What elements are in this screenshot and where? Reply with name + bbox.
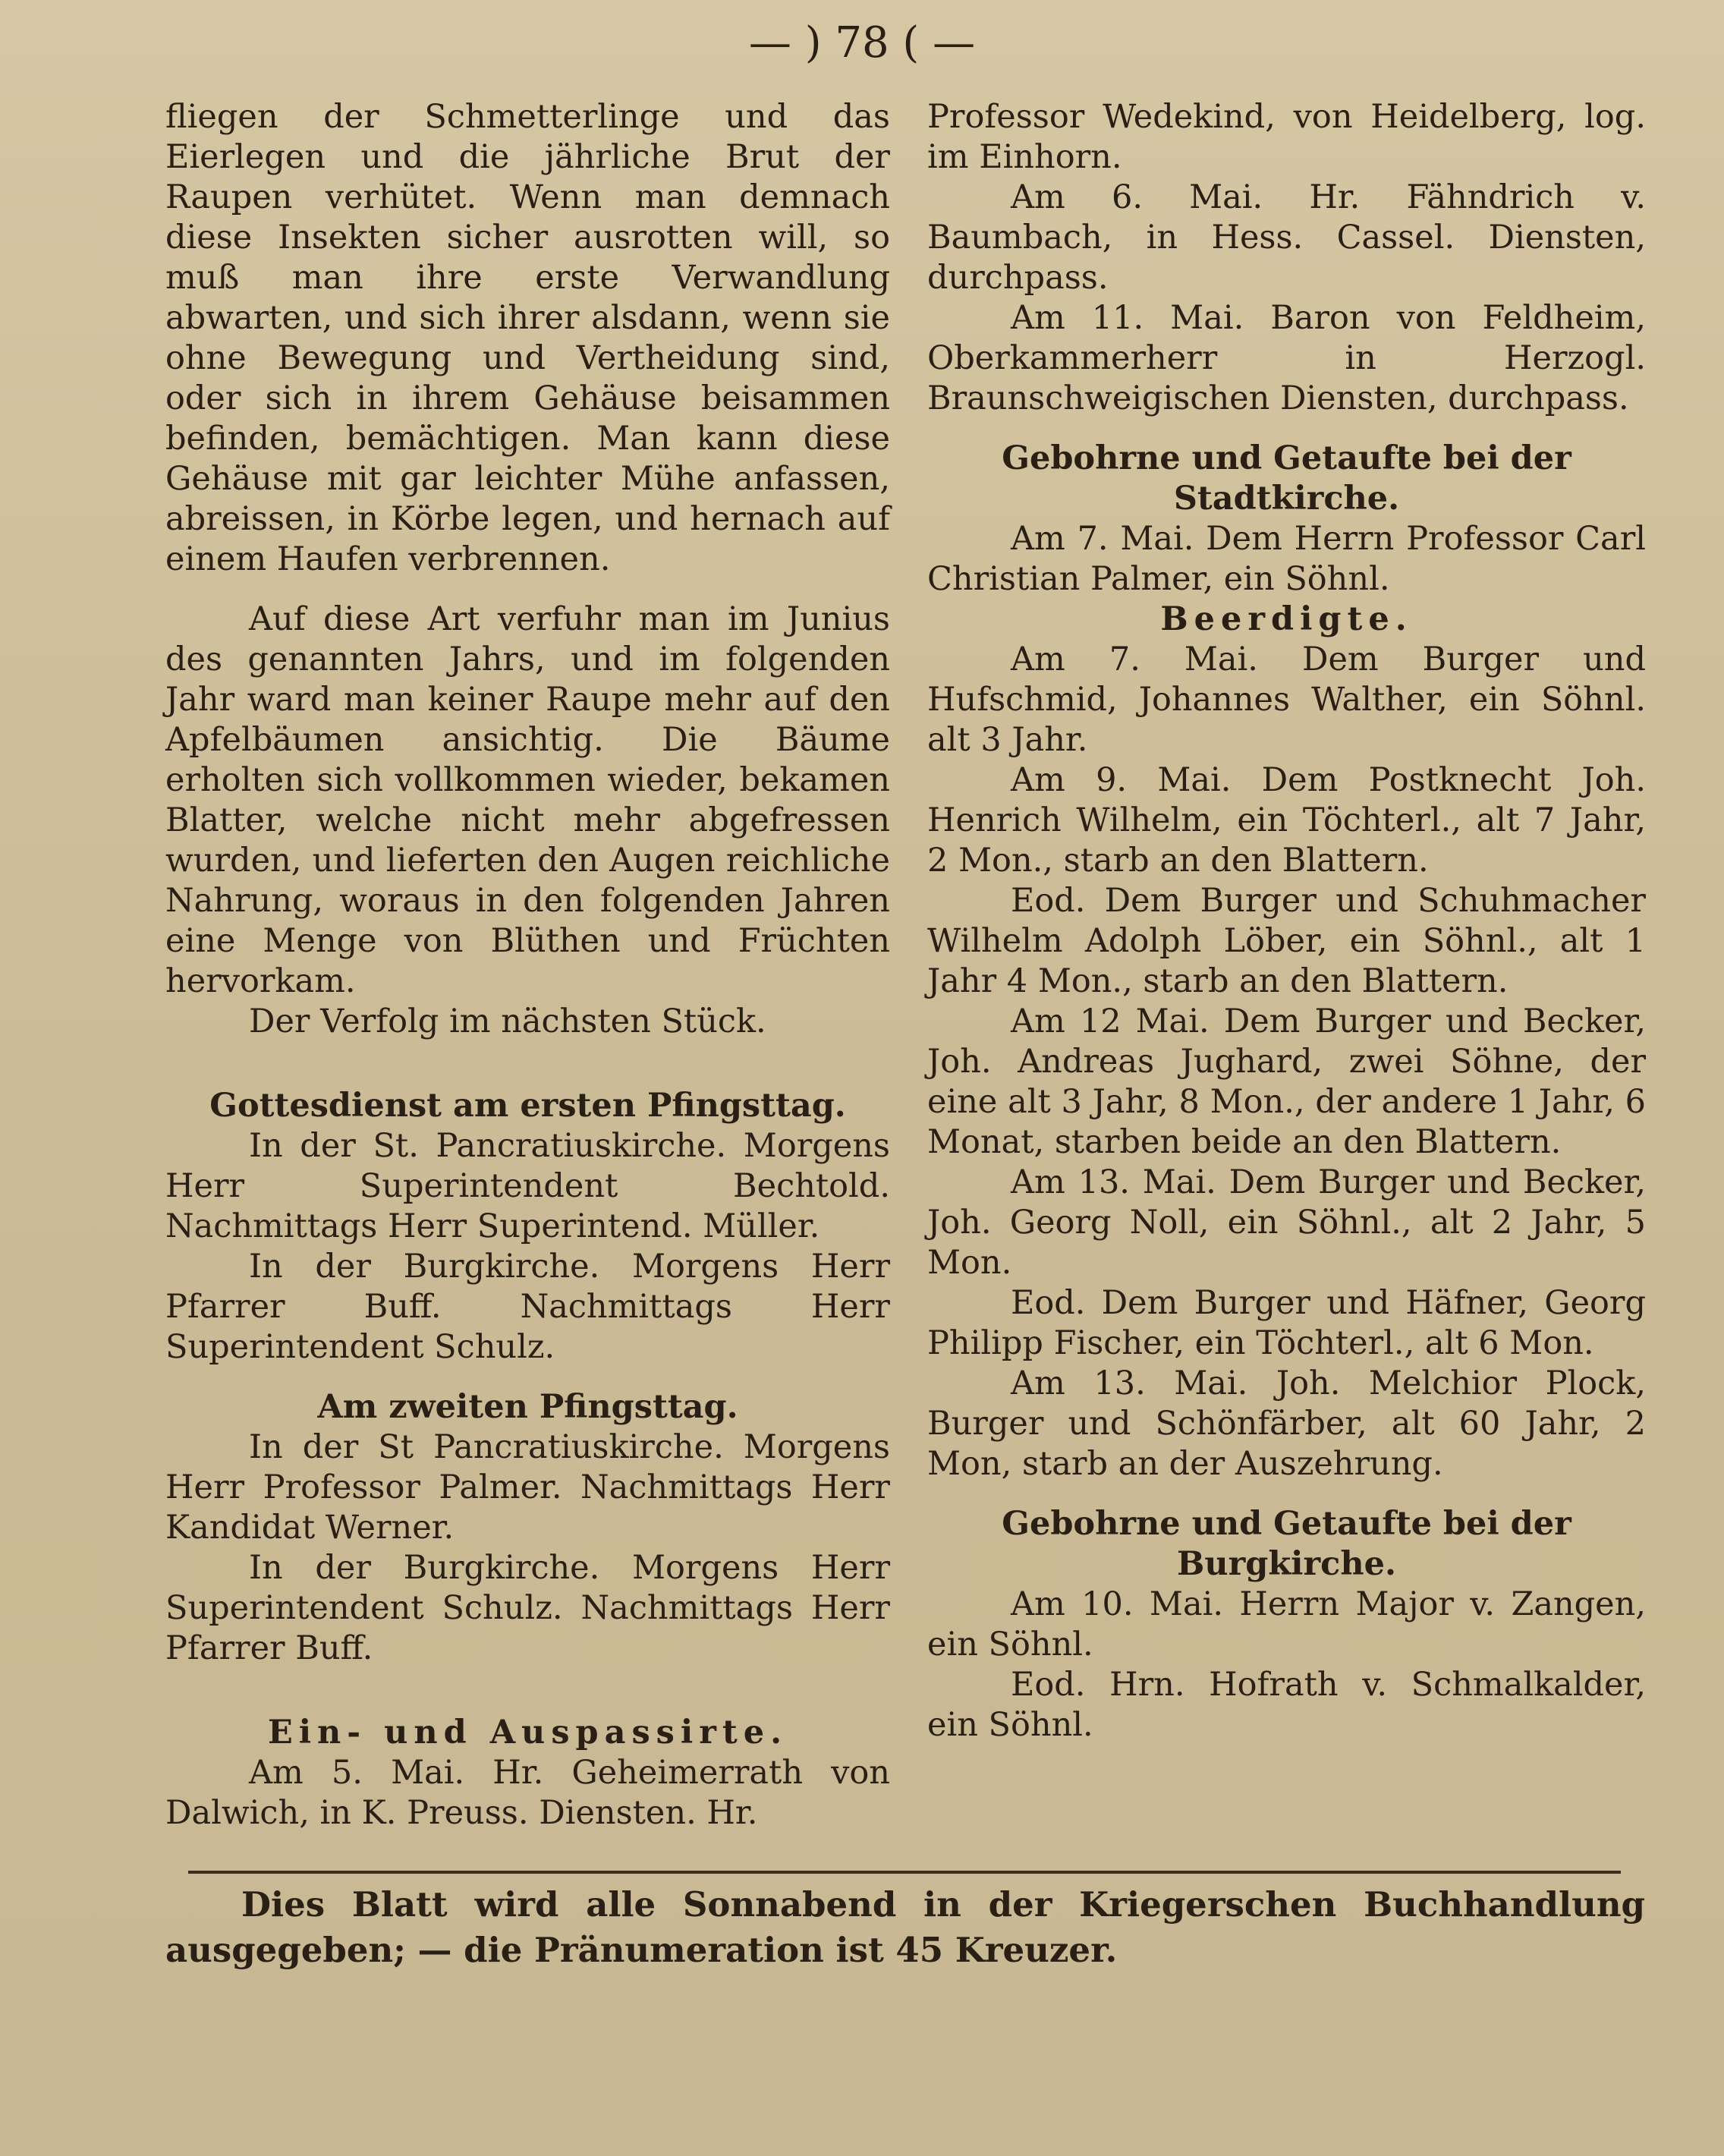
footer-notice: Dies Blatt wird alle Sonnabend in der Kriegerschen Buchhandlung ausgegeben; — die Pränumeration ist 45 Kreuzer.	[165, 1884, 1645, 1970]
burial-entry: Am 13. Mai. Dem Burger und Becker, Joh. Georg Noll, ein Söhnl., alt 2 Jahr, 5 Mon.	[927, 1163, 1646, 1282]
burial-entry: Am 12 Mai. Dem Burger und Becker, Joh. Andreas Jughard, zwei Söhne, der eine alt 3 Jahr, 8 Mon., der andere 1 Jahr, 6 Monat, starben beide an den Blattern.	[927, 1002, 1646, 1161]
traveller-entry: Am 11. Mai. Baron von Feldheim, Oberkammerherr in Herzogl. Braunschweigischen Diensten, durchpass.	[927, 299, 1646, 417]
service-paragraph: In der St Pancratiuskirche. Morgens Herr Professor Palmer. Nachmittags Herr Kandidat Werner.	[165, 1428, 890, 1547]
birth-entry: Am 7. Mai. Dem Herrn Professor Carl Christian Palmer, ein Söhnl.	[927, 520, 1646, 598]
burial-entry: Eod. Dem Burger und Schuhmacher Wilhelm Adolph Löber, ein Söhnl., alt 1 Jahr 4 Mon., starb an den Blattern.	[927, 882, 1646, 1000]
section-heading-burials: Beerdigte.	[1160, 600, 1413, 638]
left-column	[165, 97, 890, 1833]
section-heading-second-pentecost: Am zweiten Pfingsttag.	[317, 1388, 738, 1426]
section-heading-first-pentecost: Gottesdienst am ersten Pfingsttag.	[209, 1087, 846, 1125]
birth-entry: Eod. Hrn. Hofrath v. Schmalkalder, ein Söhnl.	[927, 1666, 1646, 1744]
burial-entry: Am 7. Mai. Dem Burger und Hufschmid, Johannes Walther, ein Söhnl. alt 3 Jahr.	[927, 641, 1646, 759]
service-paragraph: In der Burgkirche. Morgens Herr Pfarrer Buff. Nachmittags Herr Superintendent Schulz.	[165, 1248, 890, 1366]
article-paragraph: fliegen der Schmetterlinge und das Eierlegen und die jährliche Brut der Raupen verhütet. Wenn man demnach diese Insekten sicher ausrotten will, so muß man ihre erste Verwandlung abwarten, und sich ihrer alsdann, wenn sie ohne Bewegung und Vertheidung sind, oder sich in ihrem Gehäuse beisammen befinden, bemächtigen. Man kann diese Gehäuse mit gar leichter Mühe anfassen, abreissen, in Körbe legen, und hernach auf einem Haufen verbrennen.	[165, 98, 890, 578]
burial-entry: Am 13. Mai. Joh. Melchior Plock, Burger und Schönfärber, alt 60 Jahr, 2 Mon, starb an der Auszehrung.	[927, 1364, 1646, 1483]
section-heading-births-burgkirche: Gebohrne und Getaufte bei der Burgkirche.	[1002, 1505, 1571, 1583]
section-heading-births-stadtkirche: Gebohrne und Getaufte bei der Stadtkirche.	[1002, 439, 1571, 518]
traveller-entry: Am 6. Mai. Hr. Fähndrich v. Baumbach, in Hess. Cassel. Diensten, durchpass.	[927, 178, 1646, 297]
service-paragraph: In der St. Pancratiuskirche. Morgens Herr Superintendent Bechtold. Nachmittags Herr Superintend. Müller.	[165, 1127, 890, 1245]
footer	[165, 1882, 1645, 1973]
traveller-entry: Am 5. Mai. Hr. Geheimerrath von Dalwich, in K. Preuss. Diensten. Hr.	[165, 1754, 890, 1832]
service-paragraph: In der Burgkirche. Morgens Herr Superintendent Schulz. Nachmittags Herr Pfarrer Buff.	[165, 1549, 890, 1667]
burial-entry: Eod. Dem Burger und Häfner, Georg Philipp Fischer, ein Töchterl., alt 6 Mon.	[927, 1284, 1646, 1362]
burial-entry: Am 9. Mai. Dem Postknecht Joh. Henrich Wilhelm, ein Töchterl., alt 7 Jahr, 2 Mon., starb an den Blattern.	[927, 761, 1646, 880]
footer-divider	[188, 1871, 1621, 1874]
birth-entry: Am 10. Mai. Herrn Major v. Zangen, ein Söhnl.	[927, 1585, 1646, 1663]
section-heading-travellers: Ein- und Auspassirte.	[267, 1714, 788, 1752]
traveller-entry: Professor Wedekind, von Heidelberg, log. im Einhorn.	[927, 98, 1646, 176]
article-paragraph: Auf diese Art verfuhr man im Junius des genannten Jahrs, und im folgenden Jahr ward man keiner Raupe mehr auf den Apfelbäumen ansichtig. Die Bäume erholten sich vollkommen wieder, bekamen Blatter, welche nicht mehr abgefressen wurden, und lieferten den Augen reichliche Nahrung, woraus in den folgenden Jahren eine Menge von Blüthen und Früchten hervorkam.	[165, 600, 890, 1000]
right-column	[927, 97, 1646, 1745]
continuation-note: Der Verfolg im nächsten Stück.	[249, 1002, 766, 1040]
page-number: — ) 78 ( —	[748, 18, 976, 68]
